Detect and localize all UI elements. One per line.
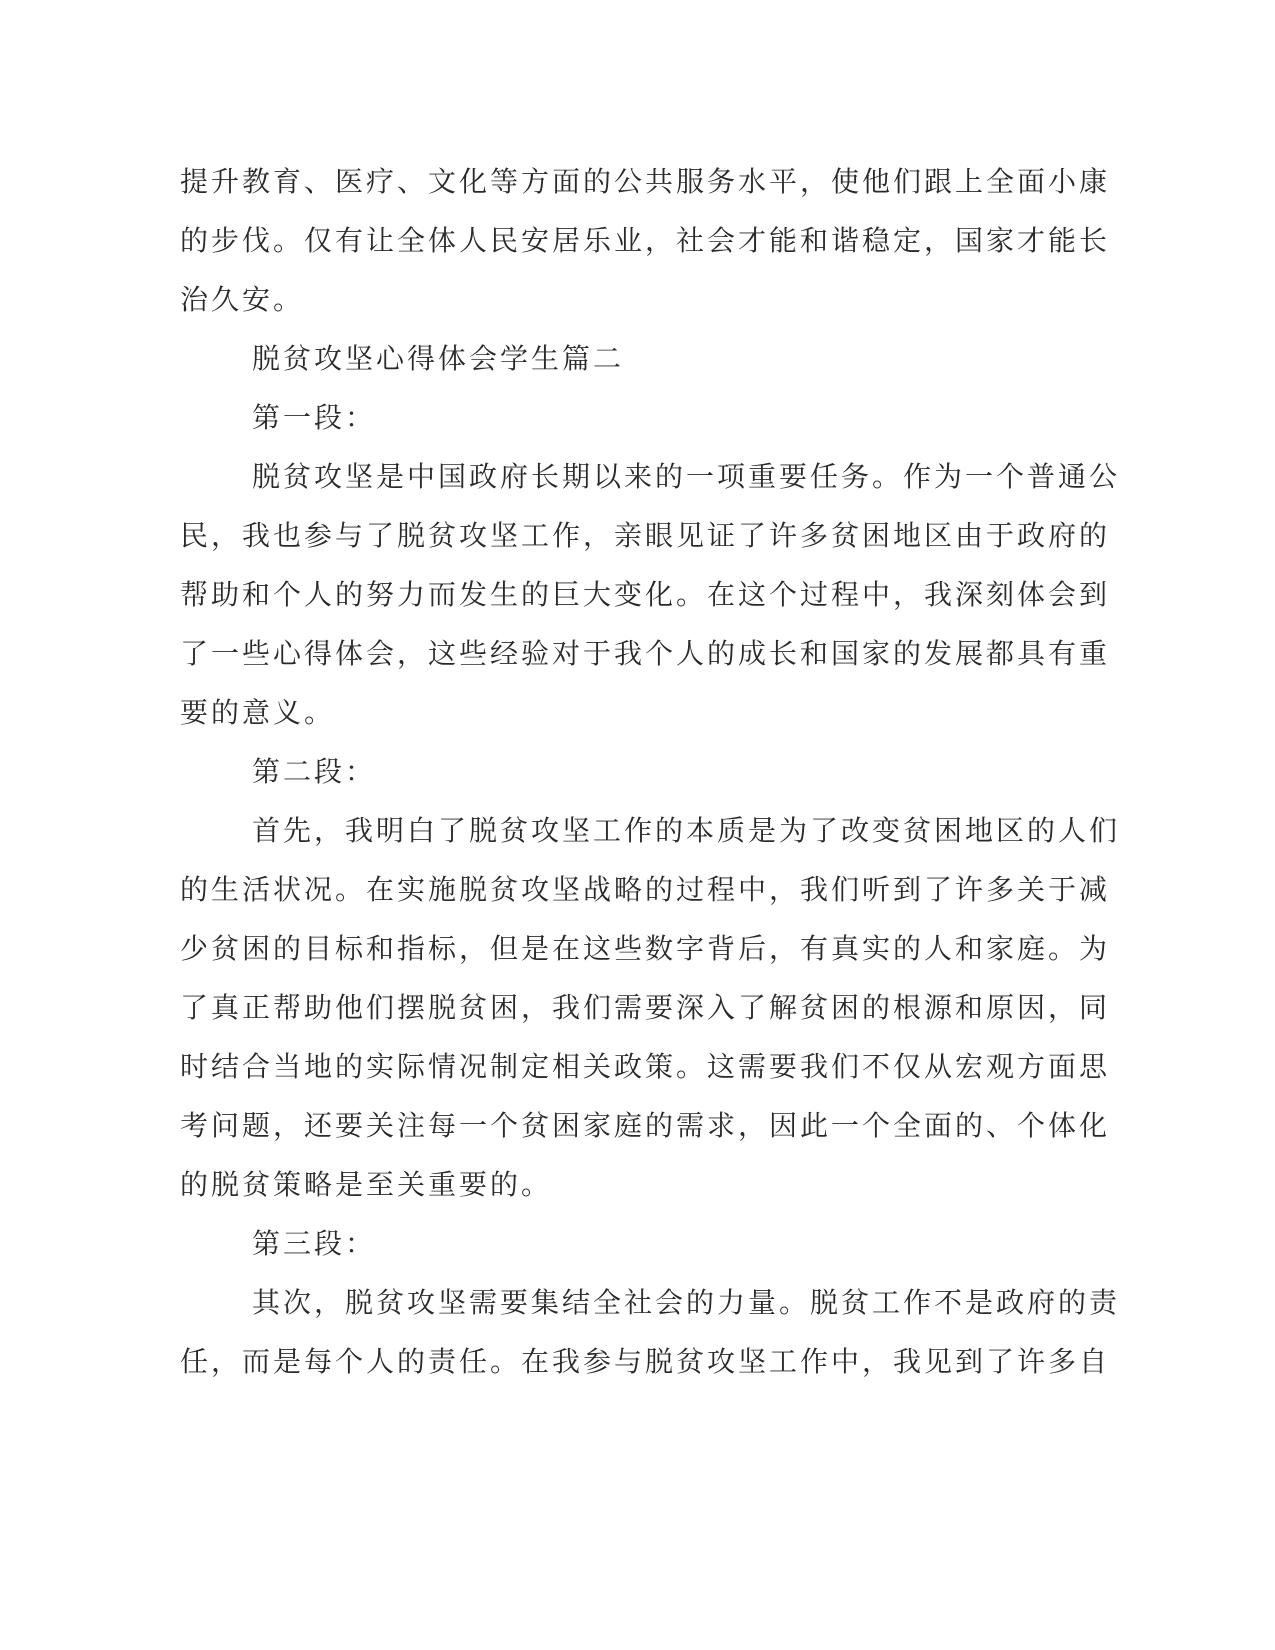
text-line: 的步伐。仅有让全体人民安居乐业，社会才能和谐稳定，国家才能长 <box>180 224 1111 257</box>
text-line: 要的意义。 <box>180 696 336 729</box>
text-line: 其次，脱贫攻坚需要集结全社会的力量。脱贫工作不是政府的责 <box>252 1286 1121 1319</box>
text-line: 时结合当地的实际情况制定相关政策。这需要我们不仅从宏观方面思 <box>180 1050 1111 1083</box>
text-line: 的脱贫策略是至关重要的。 <box>180 1168 553 1201</box>
text-line: 了真正帮助他们摆脱贫困，我们需要深入了解贫困的根源和原因，同 <box>180 991 1111 1024</box>
text-line: 任，而是每个人的责任。在我参与脱贫攻坚工作中，我见到了许多自 <box>180 1345 1111 1378</box>
text-line: 了一些心得体会，这些经验对于我个人的成长和国家的发展都具有重 <box>180 637 1111 670</box>
paragraph-label: 第二段： <box>252 755 377 788</box>
text-line: 考问题，还要关注每一个贫困家庭的需求，因此一个全面的、个体化 <box>180 1109 1111 1142</box>
section-heading: 脱贫攻坚心得体会学生篇二 <box>252 342 625 375</box>
body-text <box>180 152 1121 1391</box>
text-line: 民，我也参与了脱贫攻坚工作，亲眼见证了许多贫困地区由于政府的 <box>180 519 1111 552</box>
text-line: 的生活状况。在实施脱贫攻坚战略的过程中，我们听到了许多关于减 <box>180 873 1111 906</box>
text-line: 首先，我明白了脱贫攻坚工作的本质是为了改变贫困地区的人们 <box>252 814 1121 847</box>
text-line: 提升教育、医疗、文化等方面的公共服务水平，使他们跟上全面小康 <box>180 165 1111 198</box>
paragraph-label: 第三段： <box>252 1227 377 1260</box>
text-line: 帮助和个人的努力而发生的巨大变化。在这个过程中，我深刻体会到 <box>180 578 1111 611</box>
text-line: 少贫困的目标和指标，但是在这些数字背后，有真实的人和家庭。为 <box>180 932 1111 965</box>
paragraph-label: 第一段： <box>252 401 377 434</box>
text-line: 治久安。 <box>180 283 305 316</box>
text-line: 脱贫攻坚是中国政府长期以来的一项重要任务。作为一个普通公 <box>252 460 1121 493</box>
